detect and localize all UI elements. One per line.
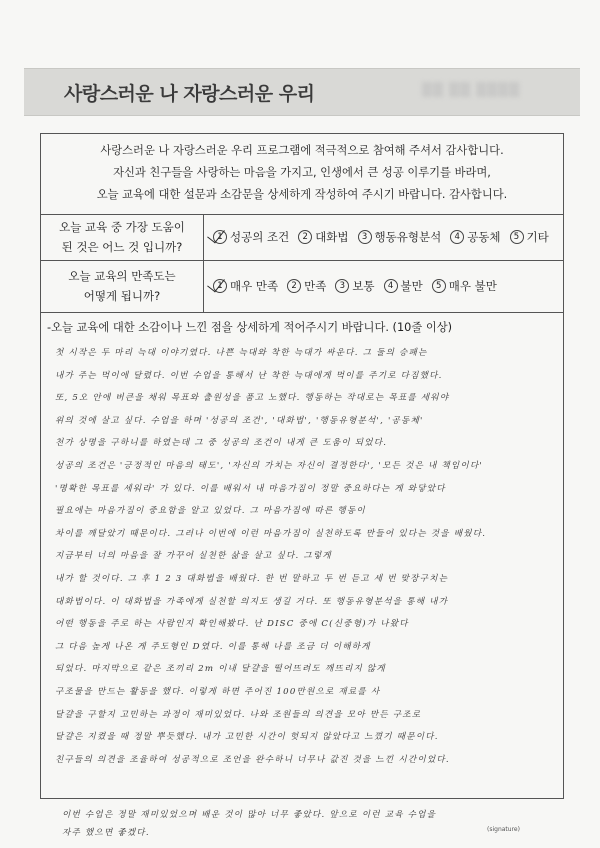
essay-line: 되었다. 마지막으로 같은 조끼리 2m 이내 달걀을 떨어뜨려도 깨뜨리지 않게: [55, 664, 386, 675]
question-label-line-2: 된 것은 어느 것 입니까?: [61, 240, 183, 254]
option-5[interactable]: [510, 229, 549, 245]
page-title: 사랑스러운 나 자랑스러운 우리: [64, 83, 315, 105]
header-bar: [24, 68, 580, 116]
option-4[interactable]: [450, 229, 500, 245]
essay-line: 또, 5오 안에 버큰을 채워 목표와 출원성을 품고 노했다. 행동하는 작대로는 목표를 세워야: [55, 393, 450, 404]
essay-line: 성공의 조건은 '긍정적인 마음의 태도', '자신의 가치는 자신이 결정한다', '모든 것은 내 책임이다': [55, 460, 483, 471]
question-label-line-1: 오늘 교육 중 가장 도움이: [59, 220, 185, 234]
essay-line: 달걀은 지켰을 때 정말 뿌듯했다. 내가 고민한 시간이 헛되지 않았다고 느꼈기 때문이다.: [55, 732, 439, 743]
option-label: 불만: [400, 279, 423, 293]
closing-remarks: [62, 806, 572, 842]
question-label-line-2: 어떻게 됩니까?: [83, 289, 161, 303]
answer-options: [213, 260, 497, 312]
essay-prompt: -오늘 교육에 대한 소감이나 느낀 점을 상세하게 적어주시기 바랍니다. (10줄 이상): [47, 321, 453, 334]
option-1[interactable]: [213, 278, 278, 294]
intro-line-2: 자신과 친구들을 사랑하는 마음을 가지고, 인생에서 큰 성공 이루기를 바라며,: [113, 166, 491, 179]
option-2[interactable]: [287, 278, 326, 294]
essay-line: 구조물을 만드는 활동을 했다. 이렇게 하면 주어진 100만원으로 재료를 사: [55, 686, 381, 697]
closing-line-1: 이번 수업은 정말 재미있었으며 배운 것이 많아 너무 좋았다. 앞으로 이런 교육 수업을: [62, 810, 437, 820]
handwritten-essay[interactable]: [55, 342, 561, 771]
option-number: 5: [432, 279, 446, 293]
essay-line: 그 다음 높게 나온 게 주도형인 D였다. 이를 통해 나를 조금 더 이해하게: [55, 641, 371, 652]
option-number: 5: [510, 230, 524, 244]
essay-line: 천가 상명을 구하니를 하였는데 그 중 성공의 조건이 내게 큰 도움이 되었다.: [55, 438, 388, 449]
answer-options: [213, 214, 549, 260]
question-most-helpful: [41, 214, 563, 261]
signature: (signature): [487, 826, 520, 833]
intro-line-1: 사랑스러운 나 자랑스러운 우리 프로그램에 적극적으로 참여해 주셔서 감사합니다.: [100, 144, 504, 157]
question-label-line-1: 오늘 교육의 만족도는: [68, 269, 176, 283]
option-number: 1: [213, 279, 227, 293]
option-1[interactable]: [213, 229, 289, 245]
essay-line: 친구들의 의견을 조율하여 성공적으로 조언을 완수하니 너무나 값진 것을 느낀 시간이었다.: [55, 754, 450, 765]
survey-form: [40, 133, 564, 799]
option-label: 만족: [304, 279, 327, 293]
essay-line: 위의 것에 살고 싶다. 수업을 하며 '성공의 조건', '대화법', '행동유형분석', '공동체': [55, 415, 424, 426]
option-label: 성공의 조건: [230, 230, 290, 244]
option-4[interactable]: [384, 278, 423, 294]
option-label: 매우 불만: [448, 279, 497, 293]
option-label: 보통: [352, 279, 375, 293]
option-5[interactable]: [432, 278, 497, 294]
question-satisfaction: [41, 260, 563, 313]
option-number: 4: [384, 279, 398, 293]
essay-line: 대화법이다. 이 대화법을 가족에게 실천할 의지도 생길 거다. 또 행동유형분석을 통해 내가: [55, 596, 449, 607]
closing-line-2: 자주 했으면 좋겠다.: [62, 828, 150, 838]
essay-line: 내가 할 것이다. 그 후 1 2 3 대화법을 배웠다. 한 번 말하고 두 번 듣고 세 번 맞장구치는: [55, 573, 449, 584]
option-number: 1: [213, 230, 227, 244]
option-number: 3: [358, 230, 372, 244]
option-label: 대화법: [315, 230, 349, 244]
essay-line: 필요에는 마음가짐이 중요함을 알고 있었다. 그 마음가짐에 따른 행동이: [55, 506, 366, 517]
option-number: 4: [450, 230, 464, 244]
option-number: 2: [298, 230, 312, 244]
option-number: 3: [335, 279, 349, 293]
option-label: 기타: [526, 230, 549, 244]
option-label: 공동체: [467, 230, 501, 244]
option-2[interactable]: [298, 229, 348, 245]
option-3[interactable]: [335, 278, 374, 294]
option-3[interactable]: [358, 229, 442, 245]
intro-box: [41, 134, 563, 215]
essay-line: 첫 시작은 두 마리 늑대 이야기였다. 나쁜 늑대와 착한 늑대가 싸운다. 그 둘의 승패는: [55, 348, 428, 358]
intro-line-3: 오늘 교육에 대한 설문과 소감문을 상세하게 작성하여 주시기 바랍니다. 감사합니다.: [96, 188, 508, 201]
essay-line: 어떤 행동을 주로 하는 사람인지 확인해봤다. 난 DISC 중에 C(신중형)가 나왔다: [55, 619, 409, 630]
question-label: [41, 214, 204, 260]
redacted-name: ▒▒ ▒▒ ▒▒▒▒: [422, 83, 521, 98]
option-number: 2: [287, 279, 301, 293]
essay-line: '명확한 목표를 세워라' 가 있다. 이를 배워서 내 마음가짐이 정말 중요하다는 게 와닿았다: [55, 483, 446, 494]
essay-line: 달걀을 구할지 고민하는 과정이 재미있었다. 나와 조원들의 의견을 모아 만든 구조로: [55, 709, 422, 720]
essay-line: 내가 주는 먹이에 달렸다. 이번 수업을 통해서 난 착한 늑대에게 먹이를 주기로 다짐했다.: [55, 370, 443, 381]
question-label: [41, 260, 204, 312]
option-label: 매우 만족: [230, 279, 279, 293]
essay-line: 차이를 깨달았기 때문이다. 그러나 이번에 이런 마음가짐이 실천하도록 만들어 있다는 것을 배웠다.: [55, 528, 487, 539]
option-label: 행동유형분석: [374, 230, 442, 244]
essay-line: 지금부터 너의 마음을 잘 가꾸어 실천한 삶을 살고 싶다. 그렇게: [55, 551, 332, 562]
